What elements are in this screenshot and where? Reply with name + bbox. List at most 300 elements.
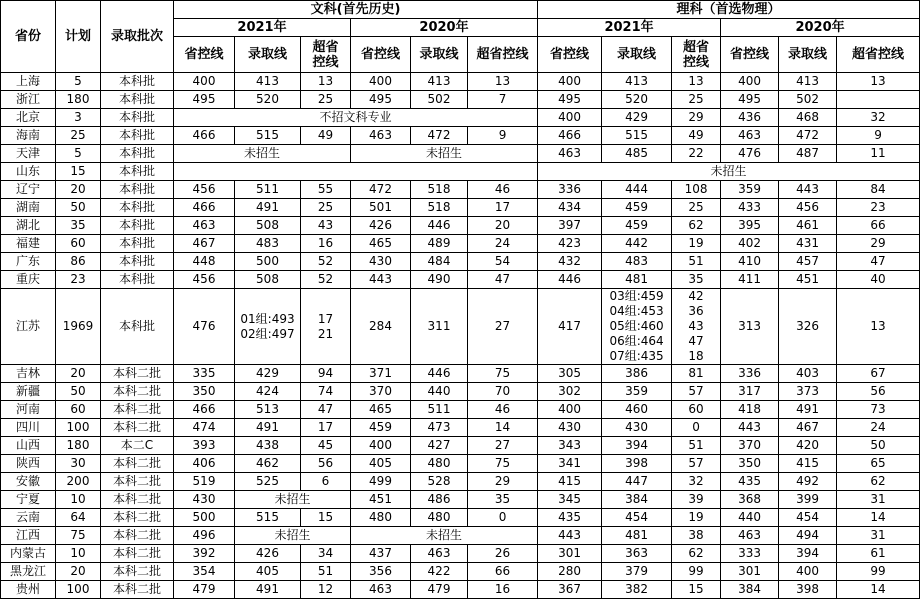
wen-admission-cell: 405 xyxy=(235,563,301,581)
wen-empty-cell xyxy=(174,163,538,181)
plan-cell: 30 xyxy=(56,455,101,473)
li-over-cell: 9 xyxy=(837,127,920,145)
batch-cell: 本科二批 xyxy=(101,545,174,563)
table-row xyxy=(1,127,920,145)
table-row xyxy=(1,509,920,527)
li-admission-cell: 415 xyxy=(779,455,837,473)
wen-admission-cell: 515 xyxy=(235,127,301,145)
wen-control-cell: 466 xyxy=(174,199,235,217)
wen-admission-cell: 446 xyxy=(411,365,468,383)
wen-over-cell: 27 xyxy=(468,289,538,365)
wen-admission-cell: 413 xyxy=(235,73,301,91)
li-control-cell: 417 xyxy=(538,289,602,365)
wen-control-cell: 495 xyxy=(174,91,235,109)
wen-control-cell: 443 xyxy=(351,271,411,289)
wen-over-cell: 16 xyxy=(468,581,538,599)
li-control-cell: 280 xyxy=(538,563,602,581)
li-control-cell: 418 xyxy=(721,401,779,419)
header-over-stacked: 超省 控线 xyxy=(301,37,351,73)
wen-over-cell: 94 xyxy=(301,365,351,383)
wen-over-cell: 52 xyxy=(301,271,351,289)
batch-cell: 本科二批 xyxy=(101,401,174,419)
li-admission-cell: 487 xyxy=(779,145,837,163)
province-cell: 安徽 xyxy=(1,473,56,491)
li-admission-cell: 363 xyxy=(602,545,672,563)
li-over-cell: 0 xyxy=(672,419,721,437)
batch-cell: 本科批 xyxy=(101,91,174,109)
wen-control-cell: 479 xyxy=(174,581,235,599)
li-control-cell: 411 xyxy=(721,271,779,289)
wen-control-cell: 456 xyxy=(174,181,235,199)
li-admission-cell: 481 xyxy=(602,271,672,289)
wen-control-cell: 467 xyxy=(174,235,235,253)
header-over: 超省控线 xyxy=(468,37,538,73)
li-control-cell: 400 xyxy=(721,73,779,91)
li-over-cell: 67 xyxy=(837,365,920,383)
wen-admission-cell: 491 xyxy=(235,419,301,437)
li-admission-cell: 454 xyxy=(779,509,837,527)
wen-control-cell: 356 xyxy=(351,563,411,581)
batch-cell: 本科批 xyxy=(101,109,174,127)
wen-control-cell: 354 xyxy=(174,563,235,581)
li-control-cell: 345 xyxy=(538,491,602,509)
li-admission-cell: 03组:459 04组:453 05组:460 06组:464 07组:435 xyxy=(602,289,672,365)
wen-control-cell: 406 xyxy=(174,455,235,473)
li-admission-cell: 443 xyxy=(779,181,837,199)
li-control-cell: 436 xyxy=(721,109,779,127)
wen-admission-cell: 429 xyxy=(235,365,301,383)
plan-cell: 23 xyxy=(56,271,101,289)
wen-admission-cell: 427 xyxy=(411,437,468,455)
wen-admission-cell: 438 xyxy=(235,437,301,455)
li-over-cell: 66 xyxy=(837,217,920,235)
wen-admission-cell: 520 xyxy=(235,91,301,109)
wen-control-cell: 400 xyxy=(351,73,411,91)
li-over-cell: 65 xyxy=(837,455,920,473)
li-control-cell: 395 xyxy=(721,217,779,235)
li-control-cell: 443 xyxy=(538,527,602,545)
header-admission: 录取线 xyxy=(235,37,301,73)
wen-admission-cell: 528 xyxy=(411,473,468,491)
li-admission-cell: 483 xyxy=(602,253,672,271)
wen-control-cell: 501 xyxy=(351,199,411,217)
province-cell: 吉林 xyxy=(1,365,56,383)
header-control: 省控线 xyxy=(351,37,411,73)
li-control-cell: 400 xyxy=(538,73,602,91)
li-admission-cell: 457 xyxy=(779,253,837,271)
li-control-cell: 359 xyxy=(721,181,779,199)
batch-cell: 本科二批 xyxy=(101,473,174,491)
wen-admission-cell: 446 xyxy=(411,217,468,235)
li-over-cell: 38 xyxy=(672,527,721,545)
wen-over-cell: 12 xyxy=(301,581,351,599)
li-admission-cell: 384 xyxy=(602,491,672,509)
li-admission-cell: 398 xyxy=(779,581,837,599)
li-over-cell: 11 xyxy=(837,145,920,163)
li-over-cell: 32 xyxy=(837,109,920,127)
header-plan: 计划 xyxy=(56,1,101,73)
wen-control-cell: 496 xyxy=(174,527,235,545)
plan-cell: 20 xyxy=(56,563,101,581)
li-over-cell: 29 xyxy=(672,109,721,127)
wen-over-cell: 70 xyxy=(468,383,538,401)
li-control-cell: 443 xyxy=(721,419,779,437)
table-row xyxy=(1,73,920,91)
li-admission-cell: 456 xyxy=(779,199,837,217)
batch-cell: 本科二批 xyxy=(101,455,174,473)
li-control-cell: 440 xyxy=(721,509,779,527)
header-admission: 录取线 xyxy=(602,37,672,73)
header-wen-2021: 2021年 xyxy=(174,19,351,37)
li-over-cell: 99 xyxy=(837,563,920,581)
wen-over-cell: 13 xyxy=(301,73,351,91)
province-cell: 贵州 xyxy=(1,581,56,599)
li-control-cell: 367 xyxy=(538,581,602,599)
province-cell: 山西 xyxy=(1,437,56,455)
li-admission-cell: 429 xyxy=(602,109,672,127)
li-control-cell: 384 xyxy=(721,581,779,599)
li-control-cell: 446 xyxy=(538,271,602,289)
province-cell: 北京 xyxy=(1,109,56,127)
li-over-cell: 19 xyxy=(672,235,721,253)
li-over-cell: 22 xyxy=(672,145,721,163)
wen-control-cell: 465 xyxy=(351,401,411,419)
li-note-cell: 未招生 xyxy=(538,163,920,181)
wen-control-cell: 476 xyxy=(174,289,235,365)
table-header xyxy=(1,1,920,73)
table-row xyxy=(1,91,920,109)
table-row xyxy=(1,455,920,473)
li-control-cell: 402 xyxy=(721,235,779,253)
wen-over-cell: 13 xyxy=(468,73,538,91)
wen-over-cell: 35 xyxy=(468,491,538,509)
wen-over-cell: 75 xyxy=(468,455,538,473)
province-cell: 浙江 xyxy=(1,91,56,109)
table-row xyxy=(1,253,920,271)
li-over-cell: 39 xyxy=(672,491,721,509)
wen-over-cell: 17 xyxy=(468,199,538,217)
wen-control-cell: 405 xyxy=(351,455,411,473)
wen-admission-cell: 422 xyxy=(411,563,468,581)
li-control-cell: 302 xyxy=(538,383,602,401)
header-batch: 录取批次 xyxy=(101,1,174,73)
wen-admission-cell: 486 xyxy=(411,491,468,509)
province-cell: 宁夏 xyxy=(1,491,56,509)
province-cell: 天津 xyxy=(1,145,56,163)
li-over-cell: 35 xyxy=(672,271,721,289)
li-over-cell: 50 xyxy=(837,437,920,455)
wen-admission-cell: 440 xyxy=(411,383,468,401)
li-control-cell: 463 xyxy=(721,527,779,545)
table-row xyxy=(1,235,920,253)
batch-cell: 本科二批 xyxy=(101,491,174,509)
wen-over-cell: 27 xyxy=(468,437,538,455)
wen-control-cell: 519 xyxy=(174,473,235,491)
wen-control-cell: 370 xyxy=(351,383,411,401)
li-control-cell: 336 xyxy=(538,181,602,199)
wen-admission-cell: 463 xyxy=(411,545,468,563)
wen-control-cell: 466 xyxy=(174,401,235,419)
wen-admission-cell: 491 xyxy=(235,199,301,217)
li-admission-cell: 430 xyxy=(602,419,672,437)
wen-2020-note-cell: 未招生 xyxy=(351,527,538,545)
li-control-cell: 463 xyxy=(721,127,779,145)
li-over-cell: 32 xyxy=(672,473,721,491)
batch-cell: 本科二批 xyxy=(101,509,174,527)
li-admission-cell: 399 xyxy=(779,491,837,509)
header-wen: 文科(首先历史) xyxy=(174,1,538,19)
wen-control-cell: 499 xyxy=(351,473,411,491)
wen-over-cell: 47 xyxy=(301,401,351,419)
header-control: 省控线 xyxy=(538,37,602,73)
table-row xyxy=(1,217,920,235)
table-row xyxy=(1,581,920,599)
plan-cell: 75 xyxy=(56,527,101,545)
plan-cell: 50 xyxy=(56,199,101,217)
plan-cell: 100 xyxy=(56,581,101,599)
li-admission-cell: 467 xyxy=(779,419,837,437)
plan-cell: 64 xyxy=(56,509,101,527)
wen-admission-cell: 491 xyxy=(235,581,301,599)
wen-control-cell: 430 xyxy=(351,253,411,271)
batch-cell: 本科批 xyxy=(101,145,174,163)
wen-admission-cell: 480 xyxy=(411,509,468,527)
li-control-cell: 301 xyxy=(721,563,779,581)
table-row xyxy=(1,401,920,419)
table-row xyxy=(1,145,920,163)
li-over-cell: 13 xyxy=(672,73,721,91)
li-over-cell: 108 xyxy=(672,181,721,199)
li-control-cell: 423 xyxy=(538,235,602,253)
wen-over-cell: 17 21 xyxy=(301,289,351,365)
wen-control-cell: 393 xyxy=(174,437,235,455)
li-over-cell: 47 xyxy=(837,253,920,271)
wen-over-cell: 46 xyxy=(468,181,538,199)
province-cell: 四川 xyxy=(1,419,56,437)
li-over-cell: 62 xyxy=(672,545,721,563)
li-over-cell: 13 xyxy=(837,73,920,91)
li-control-cell: 400 xyxy=(538,401,602,419)
li-over-cell: 73 xyxy=(837,401,920,419)
wen-over-cell: 29 xyxy=(468,473,538,491)
li-over-cell: 62 xyxy=(672,217,721,235)
li-admission-cell: 468 xyxy=(779,109,837,127)
wen-admission-cell: 511 xyxy=(411,401,468,419)
wen-control-cell: 448 xyxy=(174,253,235,271)
li-over-cell xyxy=(837,91,920,109)
li-control-cell: 343 xyxy=(538,437,602,455)
li-admission-cell: 413 xyxy=(779,73,837,91)
plan-cell: 20 xyxy=(56,181,101,199)
plan-cell: 50 xyxy=(56,383,101,401)
wen-over-cell: 74 xyxy=(301,383,351,401)
wen-admission-cell: 489 xyxy=(411,235,468,253)
wen-control-cell: 463 xyxy=(174,217,235,235)
li-admission-cell: 451 xyxy=(779,271,837,289)
li-admission-cell: 400 xyxy=(779,563,837,581)
li-control-cell: 301 xyxy=(538,545,602,563)
wen-admission-cell: 500 xyxy=(235,253,301,271)
batch-cell: 本科二批 xyxy=(101,581,174,599)
table-row xyxy=(1,491,920,509)
province-cell: 湖南 xyxy=(1,199,56,217)
li-admission-cell: 454 xyxy=(602,509,672,527)
header-admission: 录取线 xyxy=(779,37,837,73)
wen-admission-cell: 511 xyxy=(235,181,301,199)
wen-control-cell: 400 xyxy=(351,437,411,455)
batch-cell: 本科批 xyxy=(101,127,174,145)
batch-cell: 本科批 xyxy=(101,253,174,271)
li-control-cell: 495 xyxy=(721,91,779,109)
li-admission-cell: 431 xyxy=(779,235,837,253)
plan-cell: 20 xyxy=(56,365,101,383)
batch-cell: 本科二批 xyxy=(101,365,174,383)
table-row xyxy=(1,199,920,217)
table-row xyxy=(1,109,920,127)
batch-cell: 本科二批 xyxy=(101,527,174,545)
wen-control-cell: 451 xyxy=(351,491,411,509)
wen-over-cell: 55 xyxy=(301,181,351,199)
province-cell: 海南 xyxy=(1,127,56,145)
table-row xyxy=(1,419,920,437)
li-control-cell: 370 xyxy=(721,437,779,455)
li-admission-cell: 420 xyxy=(779,437,837,455)
province-cell: 内蒙古 xyxy=(1,545,56,563)
li-control-cell: 341 xyxy=(538,455,602,473)
li-admission-cell: 460 xyxy=(602,401,672,419)
wen-over-cell: 9 xyxy=(468,127,538,145)
wen-control-cell: 400 xyxy=(174,73,235,91)
li-admission-cell: 461 xyxy=(779,217,837,235)
wen-2021-note-cell: 未招生 xyxy=(174,145,351,163)
header-wen-2020: 2020年 xyxy=(351,19,538,37)
province-cell: 云南 xyxy=(1,509,56,527)
batch-cell: 本科批 xyxy=(101,199,174,217)
header-admission: 录取线 xyxy=(411,37,468,73)
wen-control-cell: 426 xyxy=(351,217,411,235)
wen-control-cell: 430 xyxy=(174,491,235,509)
li-control-cell: 495 xyxy=(538,91,602,109)
li-control-cell: 305 xyxy=(538,365,602,383)
li-admission-cell: 403 xyxy=(779,365,837,383)
li-over-cell: 24 xyxy=(837,419,920,437)
wen-control-cell: 284 xyxy=(351,289,411,365)
li-over-cell: 31 xyxy=(837,491,920,509)
wen-control-cell: 472 xyxy=(351,181,411,199)
wen-control-cell: 392 xyxy=(174,545,235,563)
province-cell: 湖北 xyxy=(1,217,56,235)
wen-admission-cell: 483 xyxy=(235,235,301,253)
plan-cell: 10 xyxy=(56,545,101,563)
li-over-cell: 57 xyxy=(672,383,721,401)
table-body xyxy=(1,73,920,599)
wen-over-cell: 49 xyxy=(301,127,351,145)
li-admission-cell: 398 xyxy=(602,455,672,473)
wen-over-cell: 54 xyxy=(468,253,538,271)
li-admission-cell: 459 xyxy=(602,217,672,235)
province-cell: 上海 xyxy=(1,73,56,91)
plan-cell: 35 xyxy=(56,217,101,235)
header-control: 省控线 xyxy=(721,37,779,73)
wen-over-cell: 17 xyxy=(301,419,351,437)
wen-admission-cell: 473 xyxy=(411,419,468,437)
li-admission-cell: 447 xyxy=(602,473,672,491)
li-control-cell: 313 xyxy=(721,289,779,365)
wen-note-cell: 不招文科专业 xyxy=(174,109,538,127)
province-cell: 江苏 xyxy=(1,289,56,365)
li-admission-cell: 379 xyxy=(602,563,672,581)
plan-cell: 5 xyxy=(56,145,101,163)
li-admission-cell: 502 xyxy=(779,91,837,109)
li-control-cell: 432 xyxy=(538,253,602,271)
wen-over-cell: 46 xyxy=(468,401,538,419)
wen-control-cell: 463 xyxy=(351,127,411,145)
wen-over-cell: 24 xyxy=(468,235,538,253)
plan-cell: 100 xyxy=(56,419,101,437)
li-over-cell: 51 xyxy=(672,437,721,455)
wen-control-cell: 465 xyxy=(351,235,411,253)
plan-cell: 25 xyxy=(56,127,101,145)
wen-admission-cell: 413 xyxy=(411,73,468,91)
wen-admission-cell: 484 xyxy=(411,253,468,271)
batch-cell: 本科二批 xyxy=(101,419,174,437)
province-cell: 陕西 xyxy=(1,455,56,473)
li-control-cell: 435 xyxy=(721,473,779,491)
table-row xyxy=(1,473,920,491)
table-row xyxy=(1,365,920,383)
plan-cell: 1969 xyxy=(56,289,101,365)
batch-cell: 本科批 xyxy=(101,163,174,181)
li-over-cell: 81 xyxy=(672,365,721,383)
province-cell: 黑龙江 xyxy=(1,563,56,581)
wen-control-cell: 474 xyxy=(174,419,235,437)
li-over-cell: 42 36 43 47 18 xyxy=(672,289,721,365)
wen-admission-cell: 518 xyxy=(411,181,468,199)
li-over-cell: 99 xyxy=(672,563,721,581)
table-row xyxy=(1,181,920,199)
li-admission-cell: 472 xyxy=(779,127,837,145)
wen-control-cell: 480 xyxy=(351,509,411,527)
li-over-cell: 13 xyxy=(837,289,920,365)
li-over-cell: 84 xyxy=(837,181,920,199)
wen-over-cell: 6 xyxy=(301,473,351,491)
li-control-cell: 350 xyxy=(721,455,779,473)
li-over-cell: 40 xyxy=(837,271,920,289)
plan-cell: 3 xyxy=(56,109,101,127)
li-over-cell: 14 xyxy=(837,509,920,527)
table-row xyxy=(1,271,920,289)
plan-cell: 10 xyxy=(56,491,101,509)
wen-admission-cell: 01组:493 02组:497 xyxy=(235,289,301,365)
li-control-cell: 336 xyxy=(721,365,779,383)
wen-over-cell: 56 xyxy=(301,455,351,473)
table-row xyxy=(1,163,920,181)
province-cell: 广东 xyxy=(1,253,56,271)
table-row xyxy=(1,289,920,365)
batch-cell: 本科批 xyxy=(101,235,174,253)
wen-admission-cell: 480 xyxy=(411,455,468,473)
wen-control-cell: 350 xyxy=(174,383,235,401)
wen-admission-cell: 462 xyxy=(235,455,301,473)
wen-over-cell: 52 xyxy=(301,253,351,271)
wen-admission-cell: 490 xyxy=(411,271,468,289)
wen-control-cell: 500 xyxy=(174,509,235,527)
wen-over-cell: 34 xyxy=(301,545,351,563)
li-admission-cell: 520 xyxy=(602,91,672,109)
wen-control-cell: 456 xyxy=(174,271,235,289)
wen-control-cell: 495 xyxy=(351,91,411,109)
plan-cell: 180 xyxy=(56,91,101,109)
